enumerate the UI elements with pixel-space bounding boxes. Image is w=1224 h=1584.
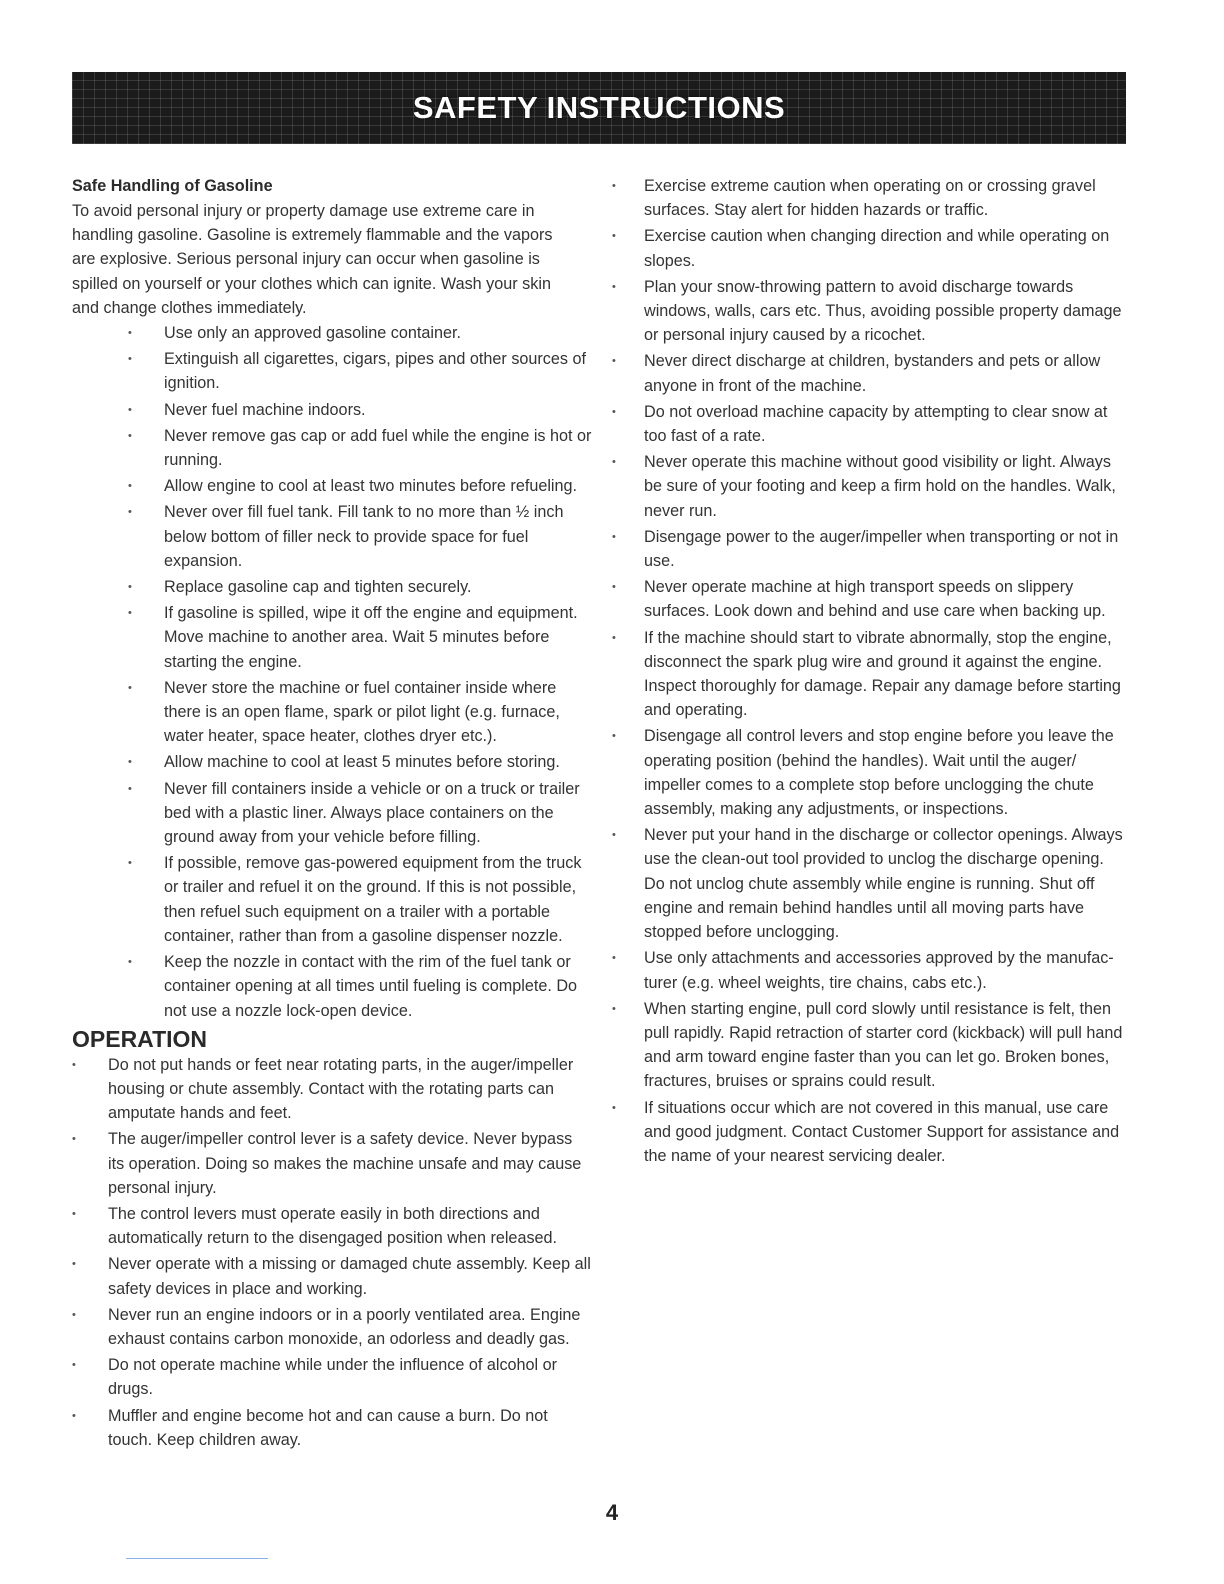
list-item — [606, 174, 1128, 222]
bullet-icon: • — [72, 1359, 76, 1372]
list-item-text: If possible, remove gas-powered equipment from the truck or trailer and refuel it on the ground. If this is not possible, then refuel such equipment on a trailer with a portable container, rather than from a gasoline dispenser nozzle. — [164, 854, 582, 945]
bullet-icon: • — [72, 1409, 76, 1422]
list-item — [606, 450, 1128, 523]
list-item — [72, 601, 592, 674]
bullet-icon: • — [612, 355, 616, 368]
page-title: SAFETY INSTRUCTIONS — [412, 90, 786, 125]
operation-list-right — [606, 174, 1128, 1168]
list-item — [72, 347, 592, 395]
list-item-text: Never direct discharge at children, bystanders and pets or allow anyone in front of the machine. — [644, 352, 1101, 395]
list-item-text: The auger/impeller control lever is a safety device. Never bypass its operation. Doing so makes the machine unsafe and may cause personal injury. — [108, 1130, 582, 1197]
list-item-text: If the machine should start to vibrate abnormally, stop the engine, disconnect the spark plug wire and ground it against the engine. Inspect thoroughly for damage. Repair any damage before starting and operating. — [644, 628, 1121, 720]
list-item-text: Muffler and engine become hot and can cause a burn. Do not touch. Keep children away. — [108, 1406, 548, 1449]
list-item-text: Never operate with a missing or damaged chute assembly. Keep all safety devices in place and working. — [108, 1255, 591, 1298]
list-item-text: Allow machine to cool at least 5 minutes before storing. — [164, 753, 560, 772]
list-item — [606, 946, 1128, 994]
list-item-text: Use only attachments and accessories approved by the manufac- turer (e.g. wheel weights, tire chains, cabs etc.). — [644, 949, 1114, 992]
list-item-text: Never operate machine at high transport speeds on slippery surfaces. Look down and behind and use care when backing up. — [644, 578, 1106, 621]
left-column — [72, 174, 592, 1454]
list-item — [606, 224, 1128, 272]
bullet-icon: • — [72, 1058, 76, 1071]
bullet-icon: • — [128, 353, 132, 366]
list-item — [72, 575, 592, 599]
bullet-icon: • — [612, 230, 616, 243]
list-item — [606, 997, 1128, 1094]
list-item — [72, 1202, 592, 1250]
bullet-icon: • — [612, 405, 616, 418]
list-item — [72, 398, 592, 422]
bullet-icon: • — [612, 581, 616, 594]
list-item — [606, 626, 1128, 723]
bullet-icon: • — [128, 857, 132, 870]
list-item-text: Replace gasoline cap and tighten securely. — [164, 578, 472, 597]
list-item — [72, 1303, 592, 1351]
list-item — [606, 575, 1128, 623]
list-item — [72, 851, 592, 948]
list-item — [72, 950, 592, 1023]
bullet-icon: • — [128, 403, 132, 416]
list-item-text: Disengage all control levers and stop engine before you leave the operating position (behind the handles). Wait until the auger/ impeller comes to a complete stop before unclogging the chute assembly, making any adjustments, or inspections. — [644, 727, 1114, 819]
gasoline-intro: To avoid personal injury or property damage use extreme care in handling gasoline. Gasoline is extremely flammable and the vapors are explosive. Serious personal injury can occur when gasoline is spilled on yourself or your clothes which can ignite. Wash your skin and change clothes immediately. — [72, 202, 553, 317]
bullet-icon: • — [72, 1308, 76, 1321]
list-item-text: When starting engine, pull cord slowly until resistance is felt, then pull rapidly. Rapid retraction of starter cord (kickback) will pull hand and arm toward engine faster than you can let go. Broken bones, fractures, bruises or sprains could result. — [644, 999, 1123, 1091]
list-item — [72, 1404, 592, 1452]
bullet-icon: • — [128, 756, 132, 769]
bullet-icon: • — [128, 956, 132, 969]
list-item-text: Never fill containers inside a vehicle or on a truck or trailer bed with a plastic liner. Always place containers on the ground away from your vehicle before filling. — [164, 779, 580, 847]
bullet-icon: • — [128, 782, 132, 795]
bullet-icon: • — [612, 631, 616, 644]
list-item-text: Exercise extreme caution when operating on or crossing gravel surfaces. Stay alert for hidden hazards or traffic. — [644, 177, 1096, 220]
header-banner — [72, 72, 1126, 144]
bullet-icon: • — [612, 1101, 616, 1114]
list-item-text: Keep the nozzle in contact with the rim of the fuel tank or container opening at all times until fueling is complete. Do not use a nozzle lock-open device. — [164, 953, 578, 1020]
list-item-text: Never put your hand in the discharge or collector openings. Always use the clean-out tool provided to unclog the discharge opening. Do not unclog chute assembly while engine is running. Shut off engine and remain behind handles until all moving parts have stopped before unclogging. — [644, 826, 1123, 942]
divider-line — [126, 1558, 268, 1559]
list-item — [72, 1252, 592, 1300]
list-item-text: Use only an approved gasoline container. — [164, 324, 461, 343]
list-item — [72, 424, 592, 472]
bullet-icon: • — [128, 480, 132, 493]
list-item — [606, 349, 1128, 397]
list-item-text: Allow engine to cool at least two minutes before refueling. — [164, 477, 578, 496]
list-item — [72, 777, 592, 850]
bullet-icon: • — [128, 327, 132, 340]
gasoline-list — [72, 321, 592, 1023]
list-item — [606, 724, 1128, 821]
bullet-icon: • — [612, 280, 616, 293]
bullet-icon: • — [612, 530, 616, 543]
list-item-text: Never fuel machine indoors. — [164, 400, 366, 419]
bullet-icon: • — [612, 829, 616, 842]
bullet-icon: • — [612, 952, 616, 965]
list-item — [606, 525, 1128, 573]
bullet-icon: • — [612, 730, 616, 743]
bullet-icon: • — [612, 1002, 616, 1015]
list-item — [606, 823, 1128, 944]
list-item-text: Plan your snow-throwing pattern to avoid discharge towards windows, walls, cars etc. Thus, avoiding possible property damage or personal injury caused by a ricochet. — [644, 277, 1122, 345]
list-item-text: If situations occur which are not covered in this manual, use care and good judgment. Contact Customer Support for assistance and the name of your nearest servicing dealer. — [644, 1098, 1120, 1165]
bullet-icon: • — [128, 506, 132, 519]
list-item — [606, 275, 1128, 348]
list-item-text: The control levers must operate easily in both directions and automatically return to the disengaged position when released. — [108, 1204, 558, 1248]
list-item — [72, 321, 592, 345]
bullet-icon: • — [128, 581, 132, 594]
list-item-text: Extinguish all cigarettes, cigars, pipes and other sources of ignition. — [164, 350, 586, 393]
list-item — [72, 1353, 592, 1401]
list-item-text: Never remove gas cap or add fuel while the engine is hot or running. — [164, 426, 592, 470]
bullet-icon: • — [612, 180, 616, 192]
list-item-text: Do not overload machine capacity by attempting to clear snow at too fast of a rate. — [644, 402, 1108, 446]
right-column — [606, 174, 1128, 1170]
list-item-text: Never run an engine indoors or in a poorly ventilated area. Engine exhaust contains carbon monoxide, an odorless and deadly gas. — [108, 1305, 581, 1348]
page-number: 4 — [605, 1500, 619, 1525]
gasoline-heading: Safe Handling of Gasoline — [72, 177, 273, 195]
bullet-icon: • — [72, 1258, 76, 1271]
list-item-text: Never over fill fuel tank. Fill tank to no more than ½ inch below bottom of filler neck to provide space for fuel expansion. — [164, 503, 564, 570]
list-item — [72, 500, 592, 573]
operation-heading: OPERATION — [72, 1025, 208, 1052]
bullet-icon: • — [128, 429, 132, 442]
list-item — [72, 750, 592, 774]
operation-list-left — [72, 1053, 592, 1452]
list-item — [72, 474, 592, 498]
list-item-text: Exercise caution when changing direction and while operating on slopes. — [644, 227, 1110, 270]
bullet-icon: • — [612, 456, 616, 469]
list-item-text: Disengage power to the auger/impeller when transporting or not in use. — [644, 527, 1119, 571]
list-item — [72, 1053, 592, 1126]
list-item — [606, 1096, 1128, 1169]
list-item — [72, 676, 592, 749]
list-item-text: Never store the machine or fuel container inside where there is an open flame, spark or pilot light (e.g. furnace, water heater, space heater, clothes dryer etc.). — [164, 678, 560, 746]
list-item — [606, 400, 1128, 448]
list-item-text: Do not operate machine while under the influence of alcohol or drugs. — [108, 1356, 558, 1399]
bullet-icon: • — [72, 1207, 76, 1220]
list-item-text: If gasoline is spilled, wipe it off the engine and equipment. Move machine to another area. Wait 5 minutes before starting the engine. — [164, 604, 578, 671]
list-item-text: Do not put hands or feet near rotating parts, in the auger/impeller housing or chute assembly. Contact with the rotating parts can amputate hands and feet. — [108, 1055, 574, 1123]
bullet-icon: • — [72, 1133, 76, 1146]
list-item — [72, 1127, 592, 1200]
bullet-icon: • — [128, 607, 132, 620]
bullet-icon: • — [128, 681, 132, 694]
list-item-text: Never operate this machine without good visibility or light. Always be sure of your footing and keep a firm hold on the handles. Walk, never run. — [644, 453, 1116, 520]
